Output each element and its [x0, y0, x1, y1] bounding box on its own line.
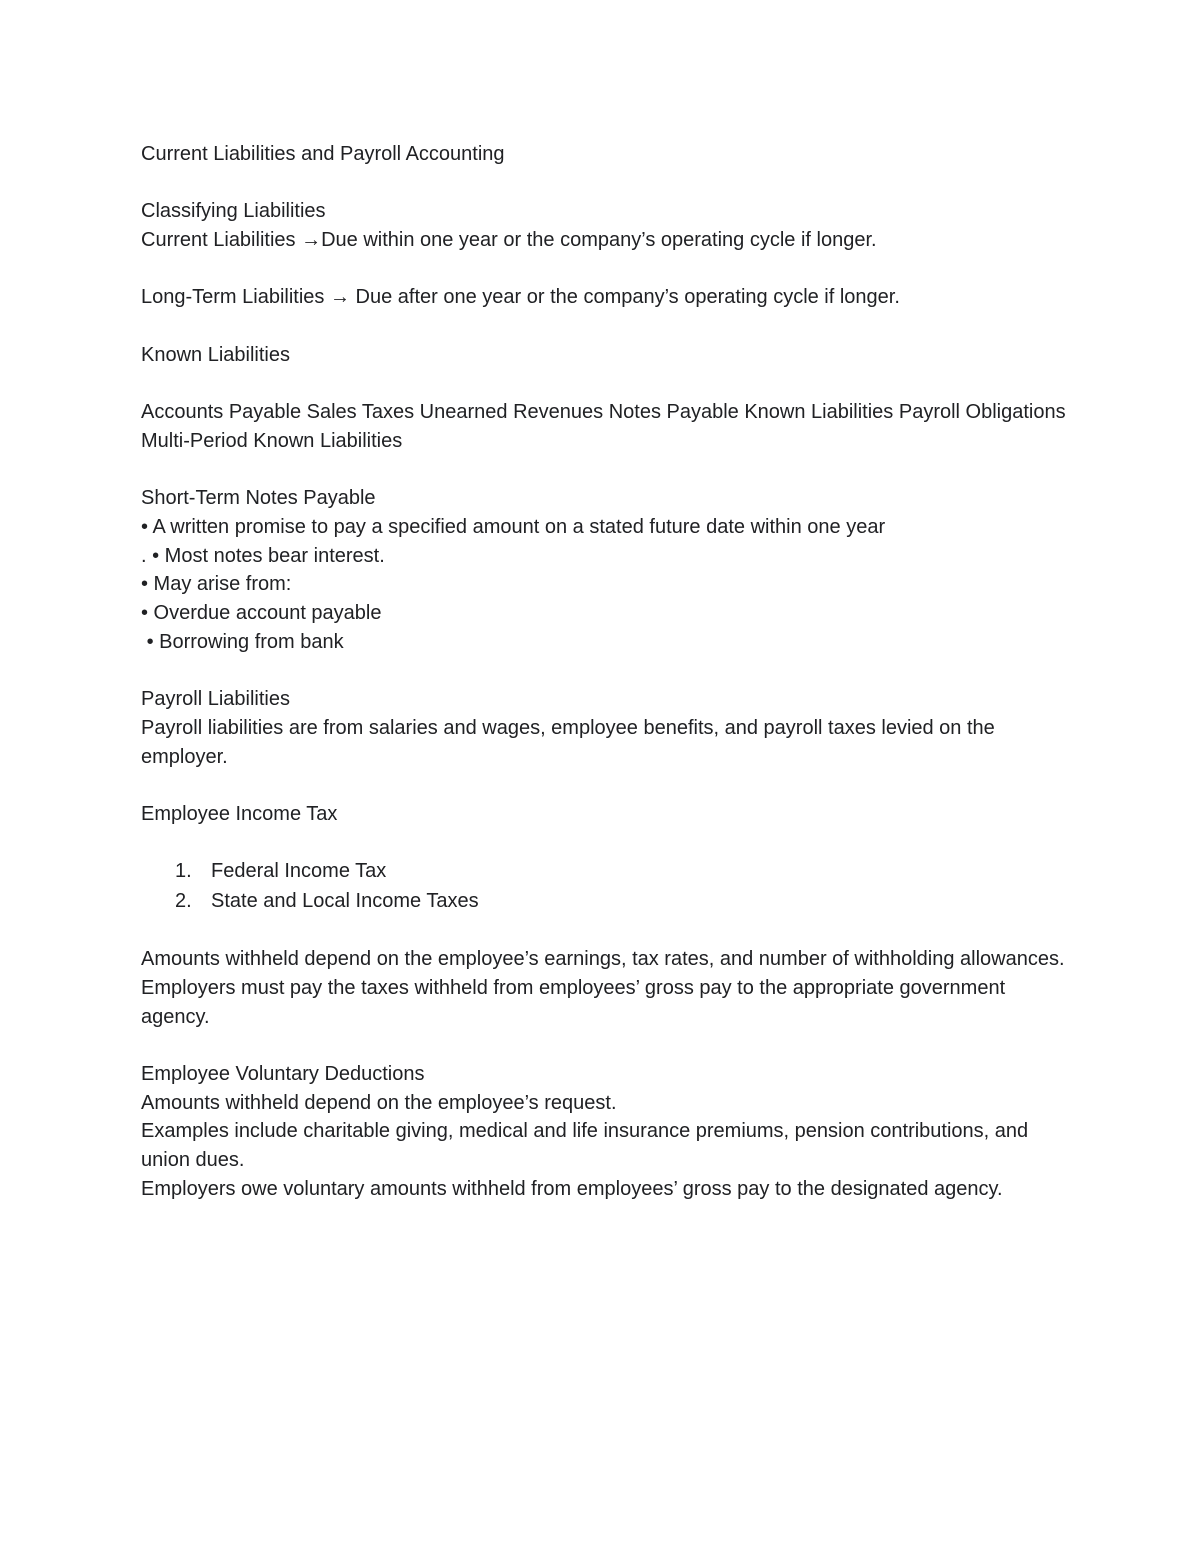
voluntary-deductions-paragraph: Examples include charitable giving, medical and life insurance premiums, pension contributions, and union dues. — [141, 1120, 1029, 1172]
spacer — [141, 312, 1071, 341]
spacer — [141, 829, 1071, 858]
short-term-notes-bullet: • A written promise to pay a specified amount on a stated future date within one year — [141, 516, 886, 539]
employee-income-tax-heading: Employee Income Tax — [141, 803, 338, 826]
spacer — [141, 771, 1071, 800]
list-item-number: 1. — [175, 860, 192, 883]
short-term-notes-heading: Short-Term Notes Payable — [141, 487, 376, 510]
spacer — [141, 1031, 1071, 1060]
document-title: Current Liabilities and Payroll Accounting — [141, 143, 505, 165]
spacer — [141, 370, 1071, 399]
payroll-liabilities-text: Payroll liabilities are from salaries and wages, employee benefits, and payroll taxes levied on the employer. — [141, 716, 995, 768]
income-tax-list — [141, 857, 1071, 916]
document-page — [141, 140, 1071, 1203]
spacer — [141, 169, 1071, 198]
list-item-number: 2. — [175, 889, 192, 912]
payroll-liabilities-heading: Payroll Liabilities — [141, 688, 290, 711]
spacer — [141, 916, 1071, 945]
short-term-notes-bullet: • Overdue account payable — [141, 602, 382, 625]
short-term-notes-bullet: • Borrowing from bank — [141, 630, 344, 653]
list-item-text: State and Local Income Taxes — [211, 889, 479, 912]
income-tax-paragraph: Amounts withheld depend on the employee’s earnings, tax rates, and number of withholding allowances. — [141, 948, 1065, 971]
spacer — [141, 657, 1071, 686]
spacer — [141, 456, 1071, 485]
voluntary-deductions-heading: Employee Voluntary Deductions — [141, 1062, 425, 1085]
long-term-liabilities-definition: Long-Term Liabilities → Due after one year or the company’s operating cycle if longer. — [141, 286, 900, 309]
current-liabilities-definition: Current Liabilities →Due within one year or the company’s operating cycle if longer. — [141, 229, 877, 252]
spacer — [141, 255, 1071, 284]
known-liabilities-list: Accounts Payable Sales Taxes Unearned Revenues Notes Payable Known Liabilities Payroll Obligations Multi-Period Known Liabilities — [141, 401, 1066, 452]
short-term-notes-bullet: • May arise from: — [141, 573, 292, 596]
list-item-text: Federal Income Tax — [211, 860, 387, 883]
known-liabilities-heading: Known Liabilities — [141, 343, 290, 366]
short-term-notes-bullet: . • Most notes bear interest. — [141, 544, 385, 567]
voluntary-deductions-paragraph: Amounts withheld depend on the employee’s request. — [141, 1091, 617, 1114]
list-item — [141, 857, 1071, 887]
classifying-heading: Classifying Liabilities — [141, 200, 326, 223]
income-tax-paragraph: Employers must pay the taxes withheld from employees’ gross pay to the appropriate government agency. — [141, 976, 1006, 1028]
voluntary-deductions-paragraph: Employers owe voluntary amounts withheld from employees’ gross pay to the designated agency. — [141, 1177, 1003, 1200]
list-item — [141, 887, 1071, 917]
